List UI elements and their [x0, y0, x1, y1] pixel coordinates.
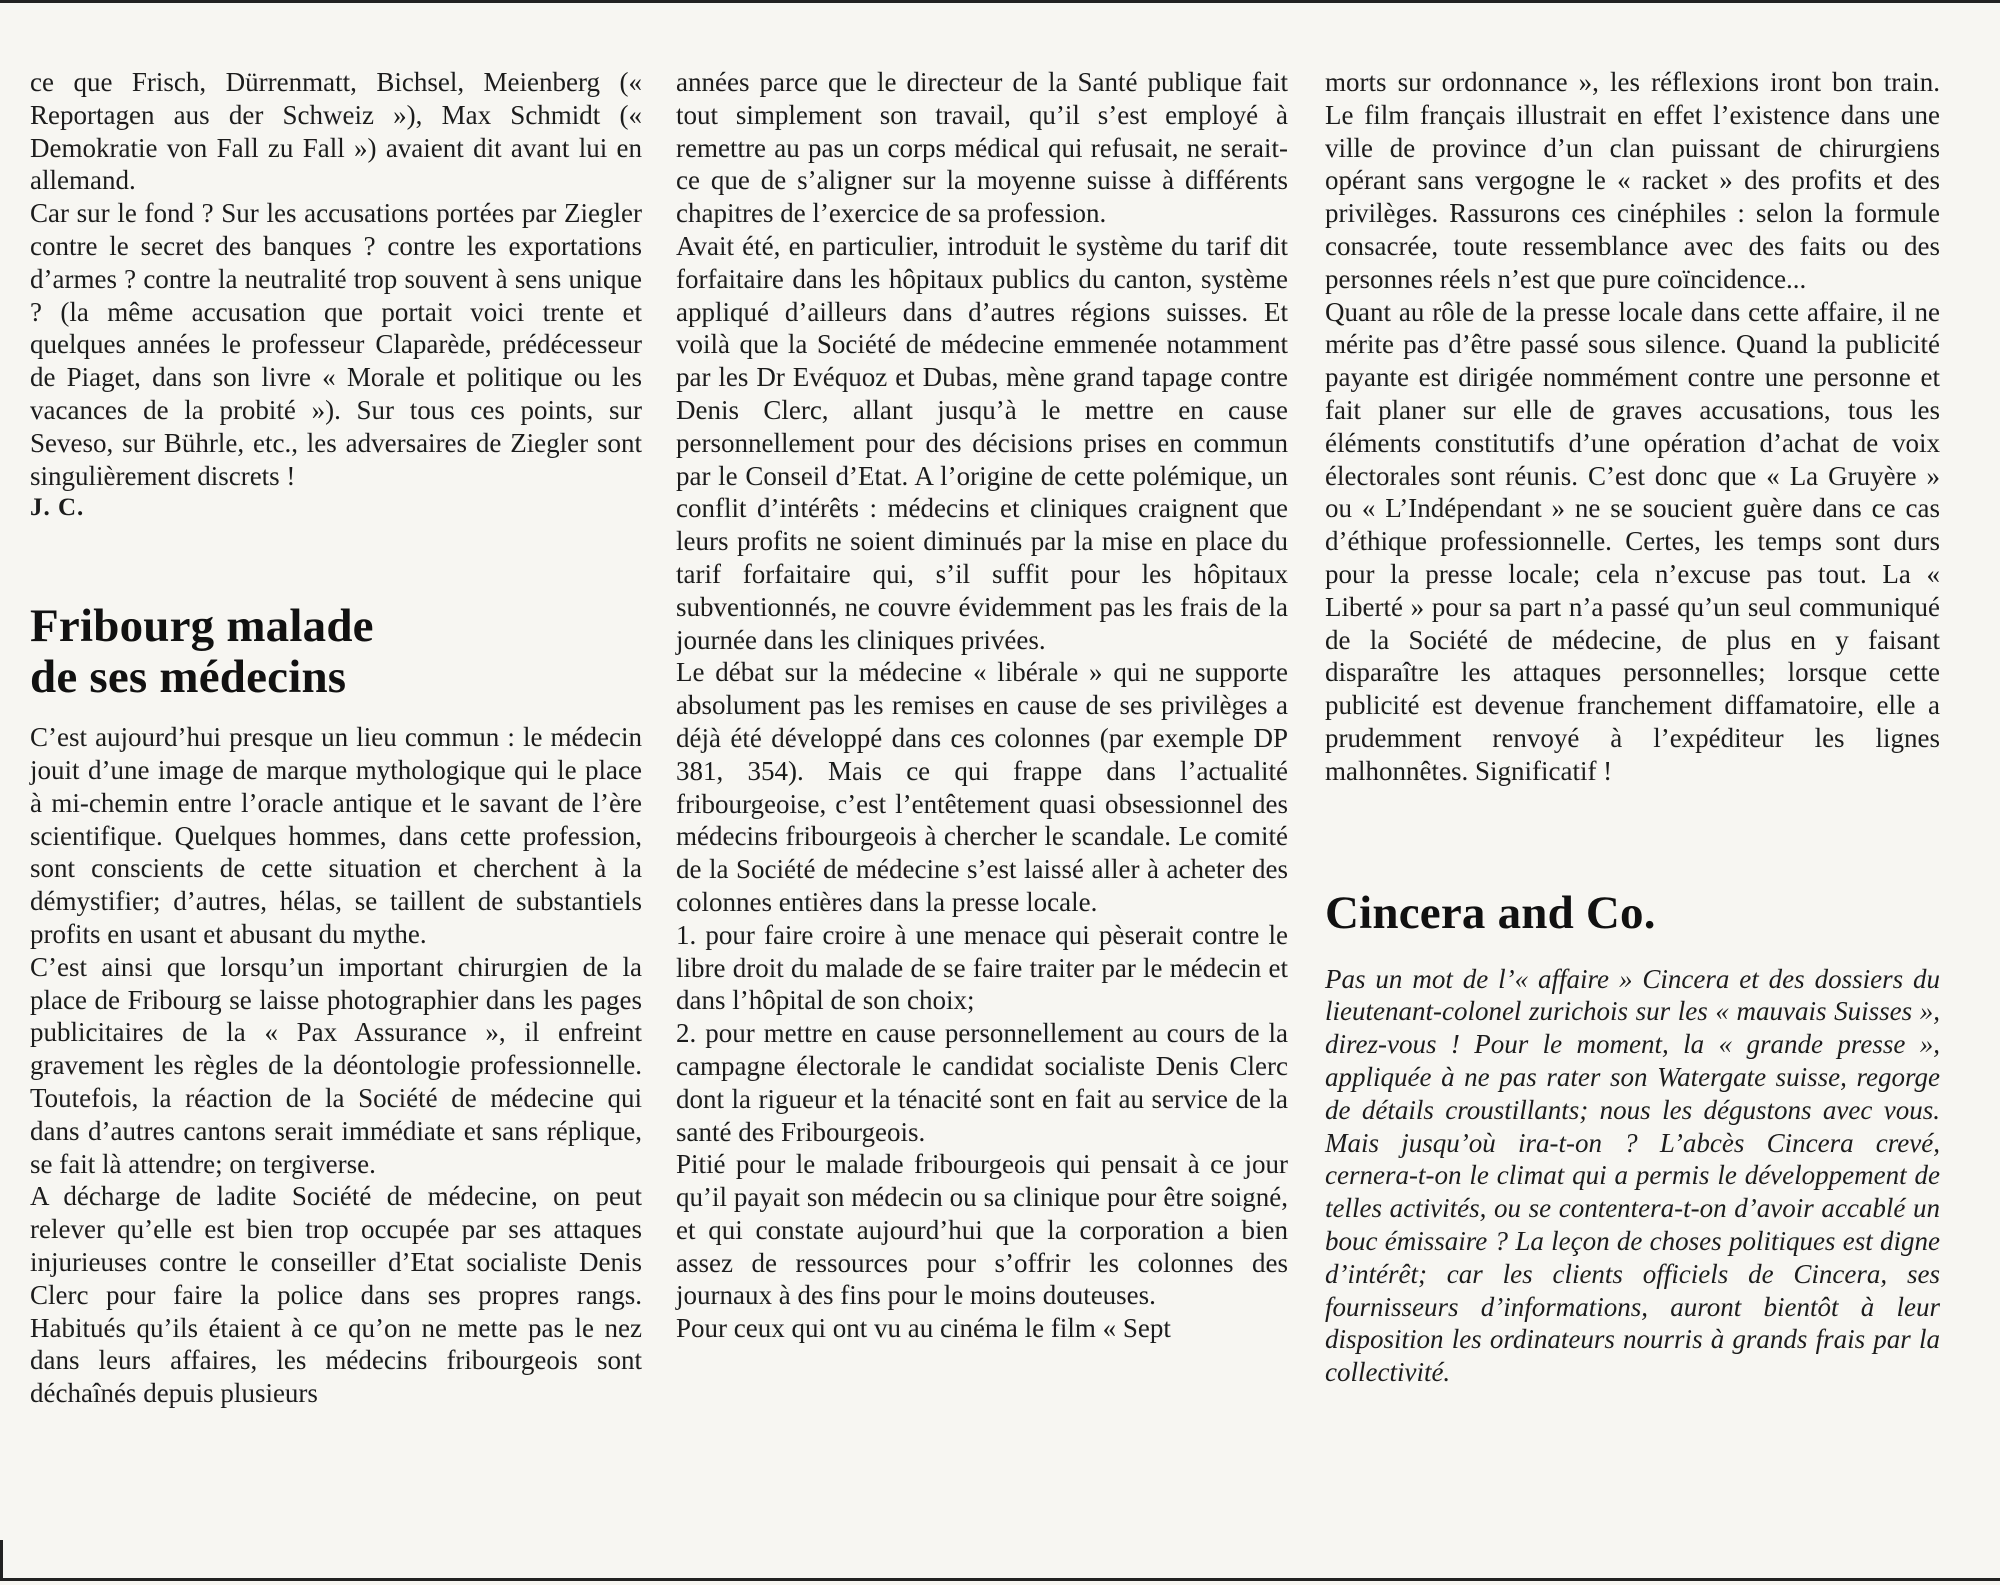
paragraph: Le débat sur la médecine « libérale » qui ne supporte absolument pas les remises en cause de ses privilèges a déjà été développé dans ces colonnes (par exemple DP 381, 354). Mais ce qui frappe dans l’actualité fribourgeoise, c’est l’entêtement quasi obsessionnel des médecins fribourgeois à chercher le scandale. Le comité de la Société de médecine s’est laissé aller à acheter des colonnes entières dans la presse locale. — [676, 657, 1288, 917]
column-2 — [676, 66, 1288, 1345]
left-rule — [0, 1540, 3, 1580]
paragraph: ce que Frisch, Dürrenmatt, Bichsel, Meienberg (« Reportagen aus der Schweiz »), Max Schmidt (« Demokratie von Fall zu Fall ») avaient dit avant lui en allemand. — [30, 67, 642, 196]
paragraph: Avait été, en particulier, introduit le système du tarif dit forfaitaire dans les hôpitaux publics du canton, système appliqué d’ailleurs dans d’autres régions suisses. Et voilà que la Société de médecine emmenée notamment par les Dr Evéquoz et Dubas, mène grand tapage contre Denis Clerc, allant jusqu’à le mettre en cause personnellement pour des décisions prises en commun par le Conseil d’Etat. A l’origine de cette polémique, un conflit d’intérêts : médecins et cliniques craignent que leurs profits ne soient diminués par la mise en place du tarif forfaitaire qui, s’il suffit pour les hôpitaux subventionnés, ne couvre évidemment pas les frais de la journée dans les cliniques privées. — [676, 230, 1288, 655]
column-1 — [30, 66, 642, 1410]
title-line: de ses médecins — [30, 651, 347, 704]
bottom-rule — [0, 1578, 2000, 1581]
article-title-cincera: Cincera and Co. — [1325, 886, 1656, 939]
title-line: Fribourg malade — [30, 600, 374, 653]
paragraph: C’est ainsi que lorsqu’un important chirurgien de la place de Fribourg se laisse photographier dans les pages publicitaires de la « Pax Assurance », il enfreint gravement les règles de la déontologie professionnelle. Toutefois, la réaction de la Société de médecine qui dans d’autres cantons serait immédiate et sans réplique, se fait là attendre; on tergiverse. — [30, 951, 642, 1179]
paragraph: Pour ceux qui ont vu au cinéma le film « Sept — [676, 1313, 1171, 1344]
paragraph: A décharge de ladite Société de médecine, on peut relever qu’elle est bien trop occupée par ses attaques injurieuses contre le conseiller d’Etat socialiste Denis Clerc pour faire la police dans ses propres rangs. Habitués qu’ils étaient à ce qu’on ne mette pas le nez dans leurs affaires, les médecins fribourgeois sont déchaînés depuis plusieurs — [30, 1181, 642, 1409]
paragraph: Pitié pour le malade fribourgeois qui pensait à ce jour qu’il payait son médecin ou sa clinique pour être soigné, et qui constate aujourd’hui que la corporation a bien assez de ressources pour s’offrir les colonnes des journaux à des fins pour le moins douteuses. — [676, 1149, 1288, 1311]
paragraph: Quant au rôle de la presse locale dans cette affaire, il ne mérite pas d’être passé sous silence. Quand la publicité payante est dirigée nommément contre une personne et fait planer sur elle de graves accusations, tous les éléments constitutifs d’une opération d’achat de voix électorales sont réunis. C’est donc que « La Gruyère » ou « L’Indépendant » ne se soucient guère dans ce cas d’éthique professionnelle. Certes, les temps sont durs pour la presse locale; cela n’excuse pas tout. La « Liberté » pour sa part n’a passé qu’un seul communiqué de la Société de médecine, de plus en y faisant disparaître les attaques personnelles; lorsque cette publicité est devenue franchement diffamatoire, elle a prudemment renvoyé à l’expéditeur les lignes malhonnêtes. Significatif ! — [1325, 296, 1940, 786]
author-signature: J. C. — [30, 494, 85, 522]
top-rule — [0, 0, 2000, 3]
paragraph: morts sur ordonnance », les réflexions iront bon train. Le film français illustrait en effet l’existence dans une ville de province d’un clan puissant de chirurgiens opérant sans vergogne le « racket » des profits et des privilèges. Rassurons ces cinéphiles : selon la formule consacrée, toute ressemblance avec des faits ou des personnes réels n’est que pure coïncidence... — [1325, 67, 1940, 294]
paragraph: Pas un mot de l’« affaire » Cincera et des dossiers du lieutenant-colonel zurichois sur les « mauvais Suisses », direz-vous ! Pour le moment, la « grande presse », appliquée à ne pas rater son Watergate suisse, regorge de détails croustillants; nous les dégustons avec vous. Mais jusqu’où ira-t-on ? L’abcès Cincera crevé, cernera-t-on le climat qui a permis le développement de telles activités, ou se contentera-t-on d’avoir accablé un bouc émissaire ? La leçon de choses politiques est digne d’intérêt; car les clients officiels de Cincera, ses fournisseurs d’informations, auront bientôt à leur disposition les ordinateurs nourris à grands frais par la collectivité. — [1325, 963, 1940, 1388]
article-intro — [1325, 963, 1940, 1389]
column-3 — [1325, 66, 1940, 1389]
list-item: 1. pour faire croire à une menace qui pèserait contre le libre droit du malade de se faire traiter par le médecin et dans l’hôpital de son choix; — [676, 919, 1288, 1016]
list-item: 2. pour mettre en cause personnellement au cours de la campagne électorale le candidat socialiste Denis Clerc dont la rigueur et la ténacité sont en fait au service de la santé des Fribourgeois. — [676, 1018, 1288, 1147]
paragraph: C’est aujourd’hui presque un lieu commun : le médecin jouit d’une image de marque mythologique qui le place à mi-chemin entre l’oracle antique et le savant de l’ère scientifique. Quelques hommes, dans cette profession, sont conscients de cette situation et cherchent à la démystifier; d’autres, hélas, se taillent de substantiels profits en usant et abusant du mythe. — [30, 722, 642, 949]
paragraph: années parce que le directeur de la Santé publique fait tout simplement son travail, qu’il s’est employé à remettre au pas un corps médical qui refusait, ne serait-ce que de s’aligner sur la moyenne suisse à différents chapitres de l’exercice de sa profession. — [676, 67, 1288, 229]
article-title-fribourg — [30, 601, 642, 703]
paragraph: Car sur le fond ? Sur les accusations portées par Ziegler contre le secret des banques ? contre les exportations d’armes ? contre la neutralité trop souvent à sens unique ? (la même accusation que portait voici trente et quelques années le professeur Claparède, prédécesseur de Piaget, dans son livre « Morale et politique ou les vacances de la probité »). Sur tous ces points, sur Seveso, sur Bührle, etc., les adversaires de Ziegler sont singulièrement discrets ! — [30, 198, 642, 491]
